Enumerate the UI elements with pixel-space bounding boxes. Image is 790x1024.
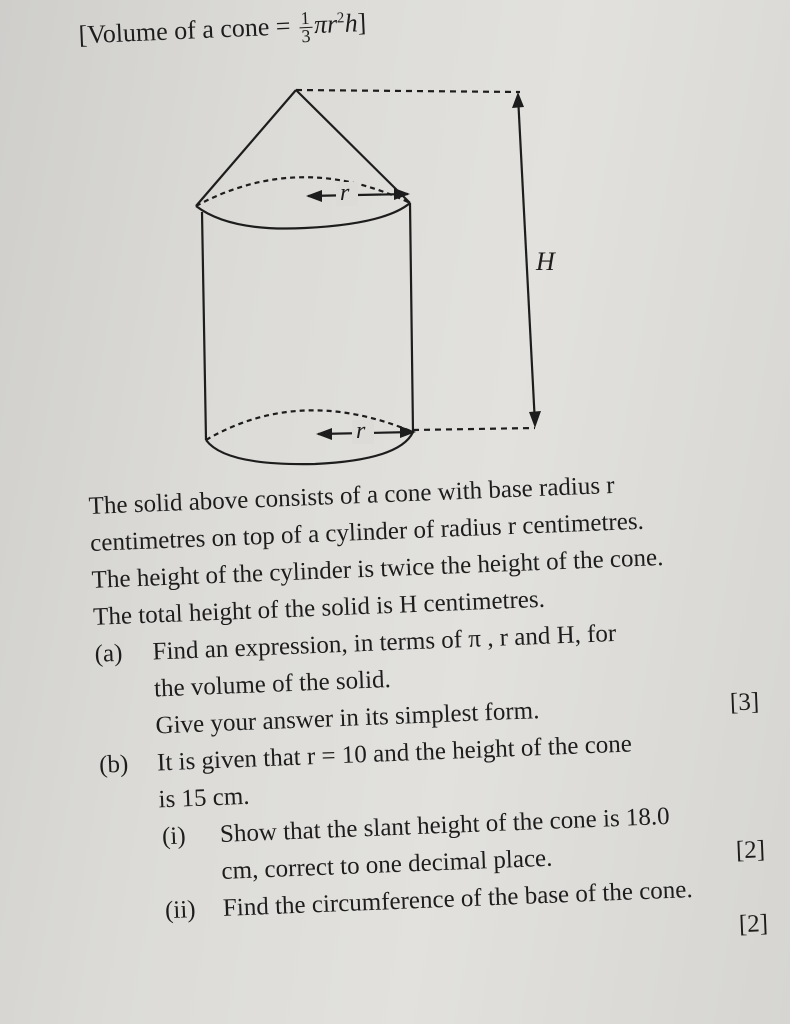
part-b-label: (b) bbox=[98, 750, 129, 779]
top-dashed-guide bbox=[296, 90, 520, 92]
top-radius-label: r bbox=[340, 180, 350, 206]
part-b-ii-text-1: Find the circumference of the base of the cone. bbox=[222, 876, 694, 922]
cone-cylinder-figure bbox=[0, 0, 790, 480]
height-dimension-line bbox=[518, 96, 535, 424]
part-b-ii-marks: [2] bbox=[738, 910, 769, 939]
bottom-ellipse-front bbox=[206, 432, 413, 464]
intro-line-1: The solid above consists of a cone with base radius r bbox=[88, 471, 616, 520]
part-b-i-text-1: Show that the slant height of the cone is 18.0 bbox=[219, 802, 671, 848]
bottom-dashed-guide bbox=[413, 428, 535, 430]
part-b-i-label: (i) bbox=[161, 822, 187, 851]
formula-r: r bbox=[326, 9, 338, 39]
intro-line-2: centimetres on top of a cylinder of radius r centimetres. bbox=[89, 507, 645, 557]
bottom-ellipse-back bbox=[206, 410, 413, 440]
formula-pi: π bbox=[313, 9, 328, 40]
formula-exponent: 2 bbox=[336, 10, 345, 27]
top-ellipse-back bbox=[196, 177, 410, 206]
intro-line-3: The height of the cylinder is twice the height of the cone. bbox=[91, 543, 664, 594]
intro-line-4: The total height of the solid is H centimetres. bbox=[92, 585, 546, 631]
part-a-line-2: the volume of the solid. bbox=[153, 666, 392, 703]
bottom-radius-label: r bbox=[356, 418, 366, 444]
part-b-i-marks: [2] bbox=[735, 836, 766, 865]
cylinder-left-side bbox=[202, 212, 206, 440]
formula-fraction-denominator: 3 bbox=[301, 25, 311, 47]
top-ellipse-front bbox=[196, 203, 410, 229]
formula-h: h bbox=[343, 8, 359, 38]
formula-prefix: [Volume of a cone = bbox=[78, 10, 298, 50]
formula-suffix: ] bbox=[356, 7, 367, 38]
part-a-text-3: Give your answer in its simplest form. bbox=[155, 697, 540, 740]
part-a-text-1: Find an expression, in terms of π , r and H, for bbox=[152, 619, 617, 666]
part-b-i-text-2: cm, correct to one decimal place. bbox=[220, 844, 553, 885]
part-a-marks: [3] bbox=[729, 688, 760, 717]
height-arrowhead-top bbox=[512, 92, 524, 108]
top-radius-arrowhead-left bbox=[306, 190, 322, 202]
part-a-label: (a) bbox=[94, 639, 123, 668]
cone-left-edge bbox=[196, 90, 296, 206]
part-b-ii-label: (ii) bbox=[164, 896, 197, 925]
formula-fraction-numerator: 1 bbox=[300, 7, 311, 29]
part-b-text-1: It is given that r = 10 and the height of the cone bbox=[156, 730, 633, 777]
bottom-radius-arrowhead-left bbox=[316, 428, 332, 440]
cylinder-right-side bbox=[410, 203, 413, 432]
question-text bbox=[88, 460, 790, 968]
height-arrowhead-bottom bbox=[529, 411, 541, 428]
top-radius-arrowhead-right bbox=[394, 188, 410, 200]
part-b-line-2: is 15 cm. bbox=[158, 782, 251, 814]
total-height-label: H bbox=[536, 247, 555, 276]
